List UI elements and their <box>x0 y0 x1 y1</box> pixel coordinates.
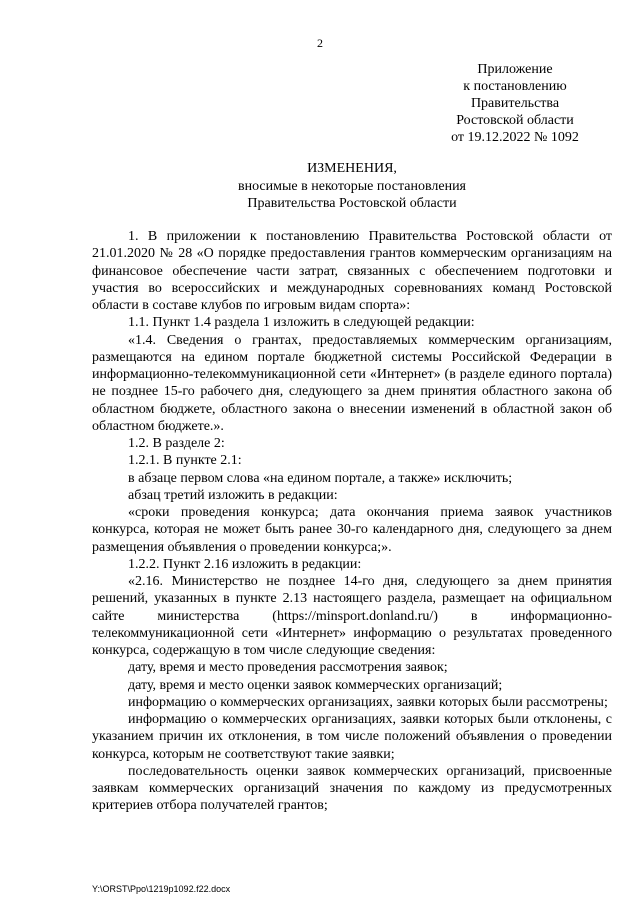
appendix-block <box>425 61 605 146</box>
document-body <box>92 228 612 815</box>
paragraph: последовательность оценки заявок коммерческих организаций, присвоенные заявкам коммерческих организаций значения по каждому из предусмотренных критериев отбора получателей грантов; <box>92 763 612 814</box>
paragraph: абзац третий изложить в редакции: <box>128 487 338 503</box>
paragraph: 1.2.2. Пункт 2.16 изложить в редакции: <box>128 556 362 572</box>
paragraph: «2.16. Министерство не позднее 14-го дня, следующего за днем принятия решений, указанных в пункте 2.13 настоящего раздела, размещает на официальном сайте министерства (https://minsport.donland.ru/) в информационно-телекоммуникационной сети «Интернет» информацию о результатах проведенного конкурса, содержащую в том числе следующие сведения: <box>92 574 612 658</box>
paragraph: «1.4. Сведения о грантах, предоставляемых коммерческим организациям, размещаются на едином портале бюджетной системы Российской Федерации в информационно-телекоммуникационной сети «Интернет» (в разделе единого портала) не позднее 15-го рабочего дня, следующего за днем принятия областного закона об областном бюджете, областного закона о внесении изменений в областной закон об областном бюджете.». <box>92 332 612 434</box>
document-subtitle-line: Правительства Ростовской области <box>247 196 457 211</box>
document-heading <box>92 160 612 213</box>
paragraph: «сроки проведения конкурса; дата окончания приема заявок участников конкурса, которая не может быть ранее 30-го календарного дня, следующего за днем размещения объявления о проведении конкурса;». <box>92 505 612 555</box>
paragraph: дату, время и место проведения рассмотрения заявок; <box>128 660 448 676</box>
paragraph: 1.2. В разделе 2: <box>128 436 225 451</box>
document-title: ИЗМЕНЕНИЯ, <box>307 161 397 176</box>
paragraph: 1.2.1. В пункте 2.1: <box>128 453 242 469</box>
paragraph: информацию о коммерческих организациях, заявки которых были рассмотрены; <box>128 694 608 710</box>
appendix-line: Правительства <box>470 96 560 111</box>
appendix-line: к постановлению <box>463 79 567 94</box>
appendix-line: Ростовской области <box>456 113 574 128</box>
paragraph: 1. В приложении к постановлению Правительства Ростовской области от 21.01.2020 № 28 «О порядке предоставления грантов коммерческим организациям на финансовое обеспечение части затрат, связанных с обеспечением подготовки и участия во всероссийских и международных соревнованиях команд Ростовской области в составе клубов по игровым видам спорта»: <box>92 229 612 313</box>
appendix-line: Приложение <box>477 62 553 77</box>
paragraph: в абзаце первом слова «на едином портале, а также» исключить; <box>128 470 513 486</box>
footer-file-path: Y:\ORST\Ppo\1219p1092.f22.docx <box>92 884 231 894</box>
page-number: 2 <box>317 36 323 50</box>
document-subtitle-line: вносимые в некоторые постановления <box>237 178 466 194</box>
paragraph: 1.1. Пункт 1.4 раздела 1 изложить в следующей редакции: <box>128 315 475 331</box>
paragraph: дату, время и место оценки заявок коммерческих организаций; <box>128 677 503 693</box>
appendix-line: от 19.12.2022 № 1092 <box>451 130 579 145</box>
paragraph: информацию о коммерческих организациях, заявки которых были отклонены, с указанием причин их отклонения, в том числе положений объявления о проведении конкурса, которым не соответствуют такие заявки; <box>92 712 612 762</box>
